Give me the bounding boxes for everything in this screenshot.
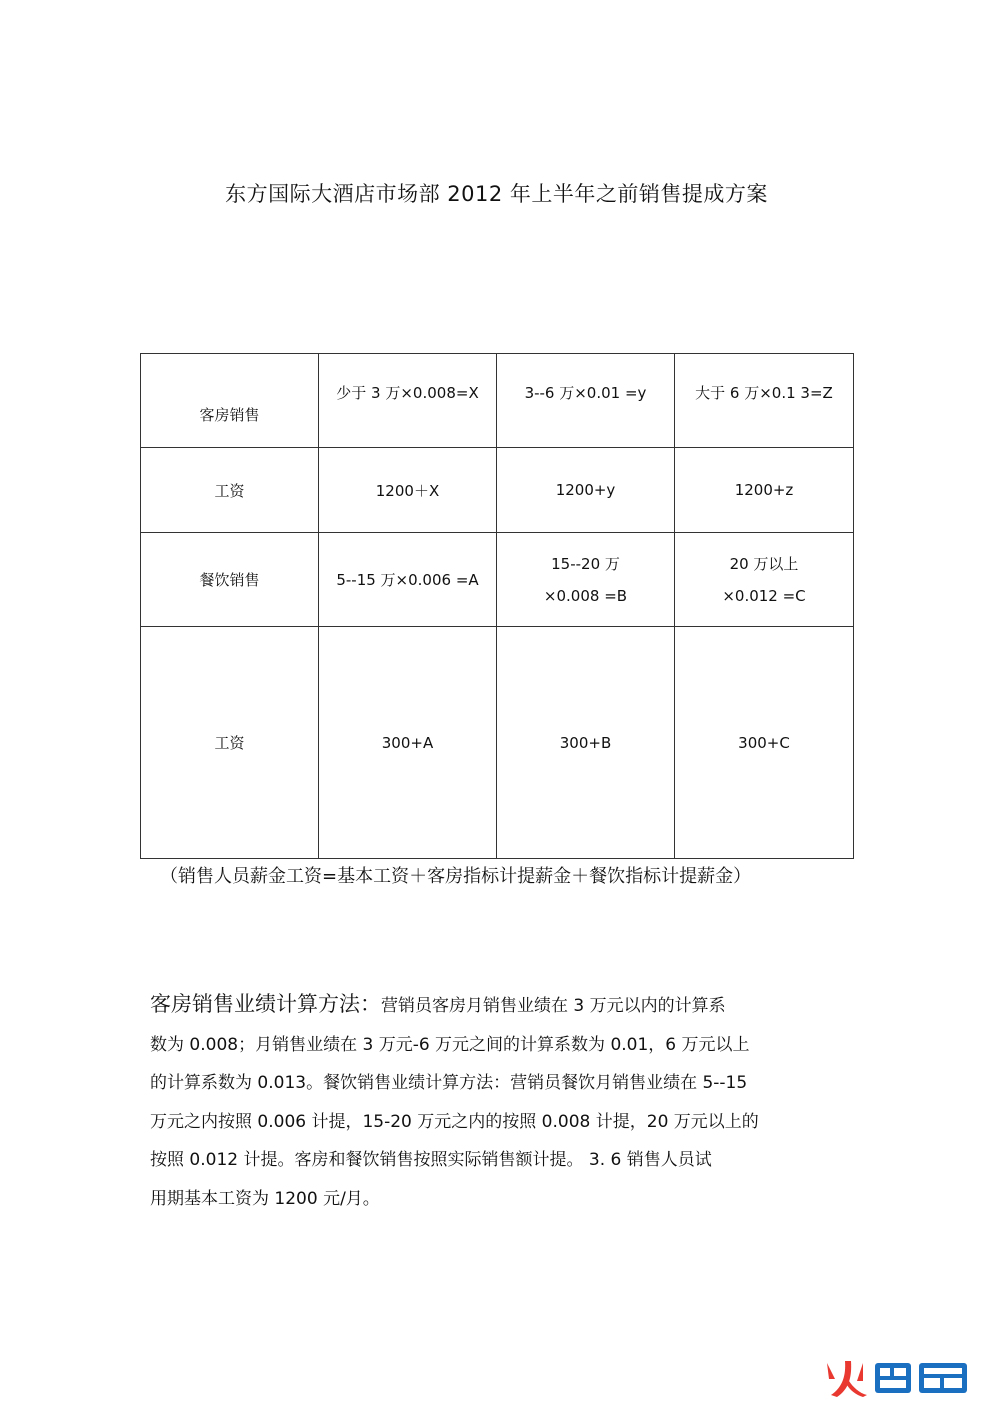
table-cell: 300+B [497, 627, 675, 859]
calculation-paragraph [150, 985, 850, 1218]
table-cell: 300+C [675, 627, 854, 859]
table-cell: 餐饮销售 [141, 533, 319, 627]
paragraph-line: 按照 0.012 计提。客房和餐饮销售按照实际销售额计提。 3. 6 销售人员试 [150, 1150, 712, 1170]
paragraph-heading: 客房销售业绩计算方法： [150, 992, 381, 1016]
table-cell: 1200+y [497, 448, 675, 533]
cell-line: 20 万以上 [729, 554, 799, 573]
table-cell: 1200＋X [319, 448, 497, 533]
table-row [141, 354, 854, 448]
paragraph-text: 营销员客房月销售业绩在 3 万元以内的计算系 [381, 996, 726, 1016]
table-cell: 少于 3 万×0.008=X [319, 354, 497, 448]
fish-icon [875, 1363, 967, 1393]
table-cell: 5--15 万×0.006 =A [319, 533, 497, 627]
paragraph-line: 万元之内按照 0.006 计提，15-20 万元之内的按照 0.008 计提，20 万元以上的 [150, 1111, 759, 1132]
table-cell: 300+A [319, 627, 497, 859]
watermark-logo [823, 1357, 973, 1399]
paragraph-line [150, 985, 850, 1026]
cell-line: 15--20 万 [551, 554, 620, 573]
table-cell [497, 533, 675, 627]
paragraph-line: 的计算系数为 0.013。餐饮销售业绩计算方法：营销员餐饮月销售业绩在 5--15 [150, 1073, 748, 1093]
salary-formula-note: （销售人员薪金工资=基本工资＋客房指标计提薪金＋餐饮指标计提薪金） [160, 866, 752, 887]
paragraph-line: 数为 0.008；月销售业绩在 3 万元-6 万元之间的计算系数为 0.01，6 万元以上 [150, 1034, 750, 1055]
cell-line: ×0.008 =B [543, 586, 628, 605]
table-cell: 工资 [141, 448, 319, 533]
flame-icon [827, 1361, 867, 1397]
table-row [141, 448, 854, 533]
table-cell: 3--6 万×0.01 =y [497, 354, 675, 448]
table-cell: 大于 6 万×0.1 3=Z [675, 354, 854, 448]
table-cell: 1200+z [675, 448, 854, 533]
table-cell: 客房销售 [141, 354, 319, 448]
paragraph-line: 用期基本工资为 1200 元/月。 [150, 1188, 380, 1209]
table-cell [675, 533, 854, 627]
commission-table [140, 353, 854, 859]
table-cell: 工资 [141, 627, 319, 859]
table-row [141, 627, 854, 859]
table-row [141, 533, 854, 627]
document-title: 东方国际大酒店市场部 2012 年上半年之前销售提成方案 [225, 182, 768, 206]
cell-line: ×0.012 =C [722, 586, 806, 605]
